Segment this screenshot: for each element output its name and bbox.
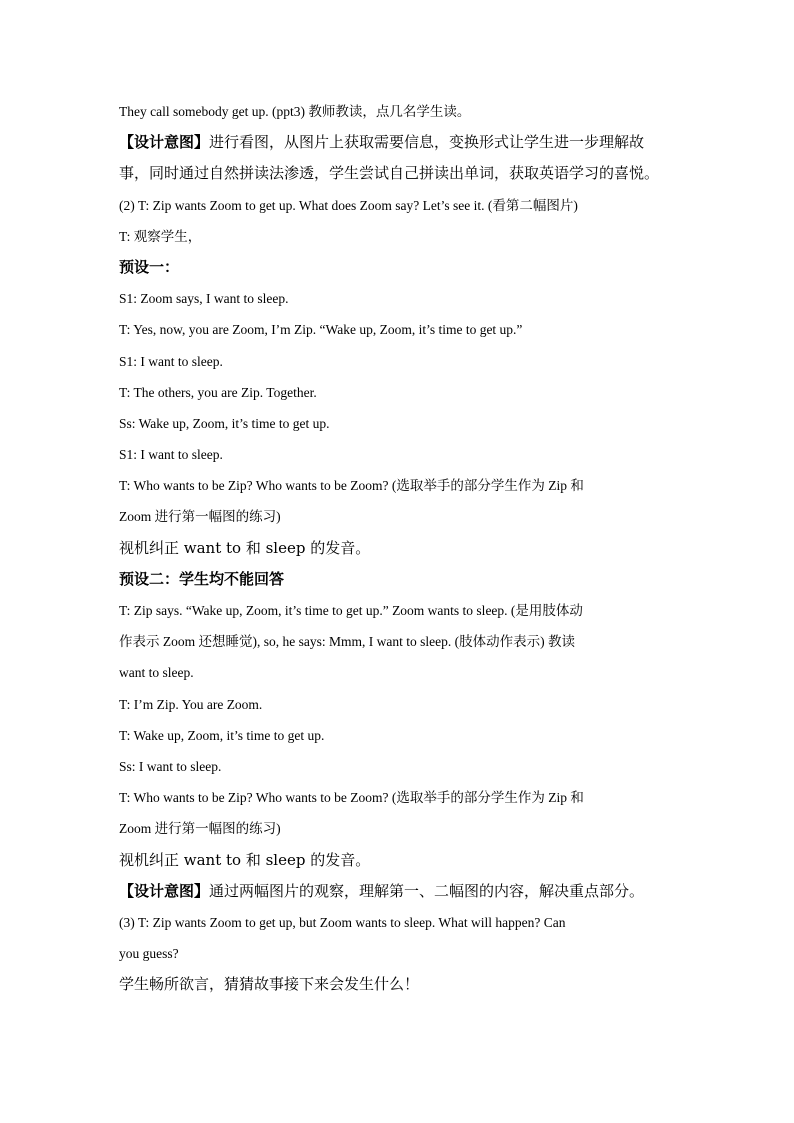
text-line-10: T: The others, you are Zip. Together.	[119, 384, 317, 400]
text-line-14: Zoom 进行第一幅图的练习)	[119, 509, 281, 525]
design-intent-text-2: 通过两幅图片的观察，理解第一、二幅图的内容，解决重点部分。	[209, 881, 645, 900]
text-line-4: (2) T: Zip wants Zoom to get up. What does Zoom say? Let’s see it. (看第二幅图片)	[119, 197, 578, 213]
text-line-25: 视机纠正 want to 和 sleep 的发音。	[119, 850, 371, 869]
text-line-27: (3) T: Zip wants Zoom to get up, but Zoom wants to sleep. What will happen? Can	[119, 914, 566, 930]
design-intent-line-2	[119, 876, 679, 907]
preset-two-heading: 预设二：学生均不能回答	[119, 569, 285, 588]
text-line-11: Ss: Wake up, Zoom, it’s time to get up.	[119, 415, 330, 431]
text-line-15: 视机纠正 want to 和 sleep 的发音。	[119, 538, 371, 557]
preset-one-heading: 预设一：	[119, 257, 180, 276]
text-line-5: T: 观察学生，	[119, 228, 202, 244]
text-line-28: you guess?	[119, 946, 179, 962]
text-line-23: T: Who wants to be Zip? Who wants to be Zoom? (选取举手的部分学生作为 Zip 和	[119, 790, 584, 806]
text-line-8: T: Yes, now, you are Zoom, I’m Zip. “Wake up, Zoom, it’s time to get up.”	[119, 322, 523, 338]
text-line-3: 事，同时通过自然拼读法渗透，学生尝试自己拼读出单词，获取英语学习的喜悦。	[119, 164, 660, 183]
design-intent-label: 【设计意图】	[119, 133, 210, 152]
text-line-17: T: Zip says. “Wake up, Zoom, it’s time to get up.” Zoom wants to sleep. (是用肢体动	[119, 603, 583, 618]
design-intent-label-2: 【设计意图】	[119, 881, 210, 900]
text-line-22: Ss: I want to sleep.	[119, 758, 222, 774]
text-line-9: S1: I want to sleep.	[119, 353, 223, 369]
text-line-12: S1: I want to sleep.	[119, 447, 223, 463]
text-line-7: S1: Zoom says, I want to sleep.	[119, 291, 289, 307]
text-line-29: 学生畅所欲言，猜猜故事接下来会发生什么！	[119, 975, 420, 994]
text-line-20: T: I’m Zip. You are Zoom.	[119, 696, 263, 712]
text-line-1: They call somebody get up. (ppt3) 教师教读，点几名学生读。	[119, 104, 471, 119]
text-line-24: Zoom 进行第一幅图的练习)	[119, 821, 281, 837]
design-intent-line-1	[119, 127, 679, 158]
text-line-13: T: Who wants to be Zip? Who wants to be Zoom? (选取举手的部分学生作为 Zip 和	[119, 478, 584, 494]
design-intent-text-1: 进行看图，从图片上获取需要信息，变换形式让学生进一步理解故	[209, 133, 645, 152]
document-body	[119, 96, 679, 1000]
text-line-21: T: Wake up, Zoom, it’s time to get up.	[119, 727, 325, 743]
text-line-18: 作表示 Zoom 还想睡觉), so, he says: Mmm, I want to sleep. (肢体动作表示) 教读	[119, 634, 575, 650]
text-line-19: want to sleep.	[119, 665, 194, 681]
